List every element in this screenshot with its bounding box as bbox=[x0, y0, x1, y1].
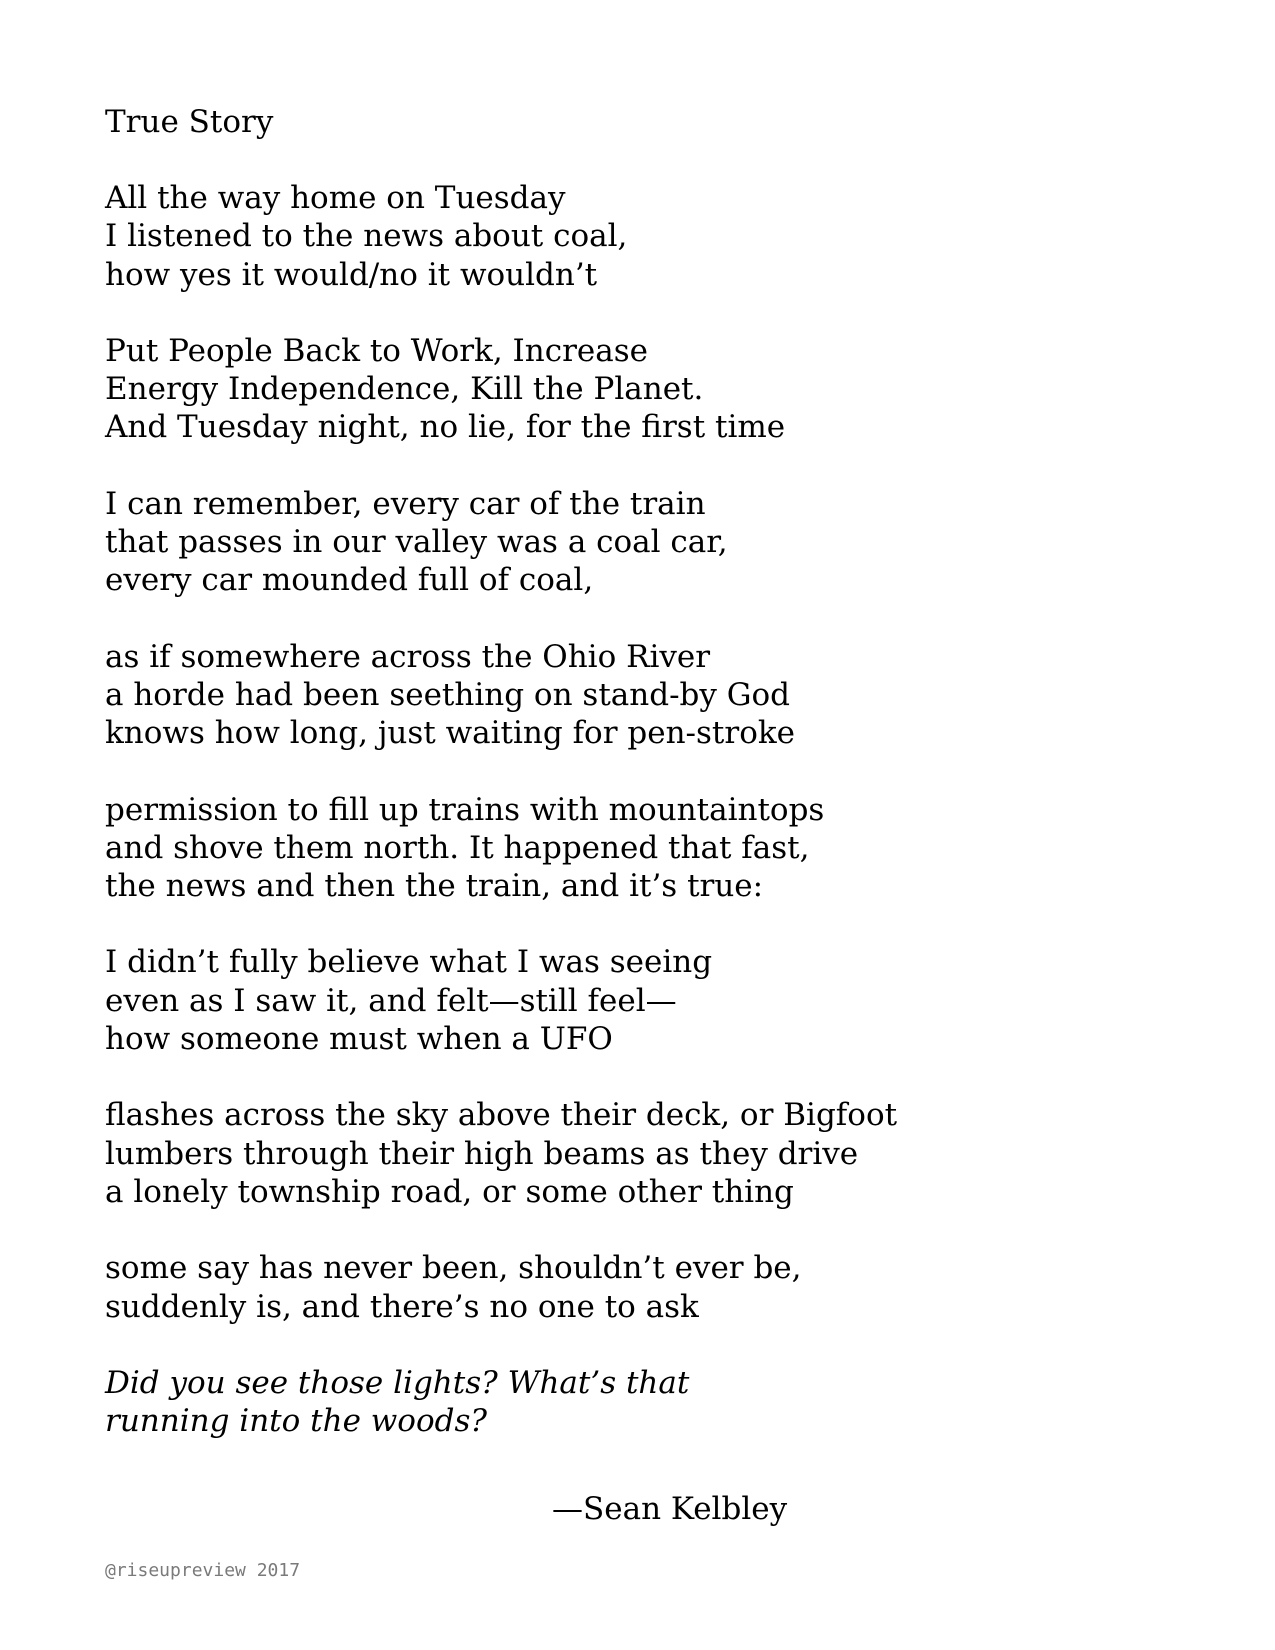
stanza-1 bbox=[105, 179, 1165, 294]
poem-line: even as I saw it, and felt—still feel— bbox=[105, 982, 677, 1019]
poem-line: flashes across the sky above their deck, or Bigfoot bbox=[105, 1097, 898, 1134]
poem-line: the news and then the train, and it’s true: bbox=[105, 868, 764, 905]
poem-line: permission to fill up trains with mountaintops bbox=[105, 791, 825, 828]
poem-line: how yes it would/no it wouldn’t bbox=[105, 256, 598, 293]
poem-line-italic: running into the woods? bbox=[105, 1403, 488, 1440]
poem-line: some say has never been, shouldn’t ever be, bbox=[105, 1250, 802, 1287]
poem-line: every car mounded full of coal, bbox=[105, 562, 594, 599]
poem-line: a lonely township road, or some other thing bbox=[105, 1173, 794, 1210]
poem-line: I listened to the news about coal, bbox=[105, 218, 628, 255]
author-signature: —Sean Kelbley bbox=[552, 1491, 788, 1527]
stanza-4 bbox=[105, 638, 1165, 753]
poem-line: All the way home on Tuesday bbox=[105, 180, 566, 216]
poem-line: as if somewhere across the Ohio River bbox=[105, 638, 711, 675]
stanza-3 bbox=[105, 485, 1165, 600]
stanza-8 bbox=[105, 1249, 1165, 1326]
stanza-7 bbox=[105, 1096, 1165, 1211]
stanza-5 bbox=[105, 791, 1165, 906]
poem-line: that passes in our valley was a coal car, bbox=[105, 524, 728, 561]
poem-line: lumbers through their high beams as they drive bbox=[105, 1135, 859, 1172]
poem bbox=[105, 103, 1165, 1478]
stanza-6 bbox=[105, 943, 1165, 1058]
poem-line: suddenly is, and there’s no one to ask bbox=[105, 1288, 699, 1325]
poem-line: knows how long, just waiting for pen-stroke bbox=[105, 715, 796, 752]
poem-line: I can remember, every car of the train bbox=[105, 485, 706, 522]
poem-line: and shove them north. It happened that fast, bbox=[105, 829, 810, 866]
copyright-credit: @riseupreview 2017 bbox=[105, 1560, 301, 1581]
poem-line-italic: Did you see those lights? What’s that bbox=[105, 1364, 690, 1401]
poem-line: Put People Back to Work, Increase bbox=[105, 332, 649, 369]
poem-line: a horde had been seething on stand-by God bbox=[105, 676, 791, 713]
stanza-9 bbox=[105, 1364, 1165, 1441]
poem-line: I didn’t fully believe what I was seeing bbox=[105, 944, 713, 981]
poem-line: Energy Independence, Kill the Planet. bbox=[105, 371, 704, 408]
poem-line: And Tuesday night, no lie, for the first time bbox=[105, 409, 786, 446]
stanza-2 bbox=[105, 332, 1165, 447]
poem-title: True Story bbox=[105, 104, 274, 140]
poem-line: how someone must when a UFO bbox=[105, 1021, 613, 1058]
